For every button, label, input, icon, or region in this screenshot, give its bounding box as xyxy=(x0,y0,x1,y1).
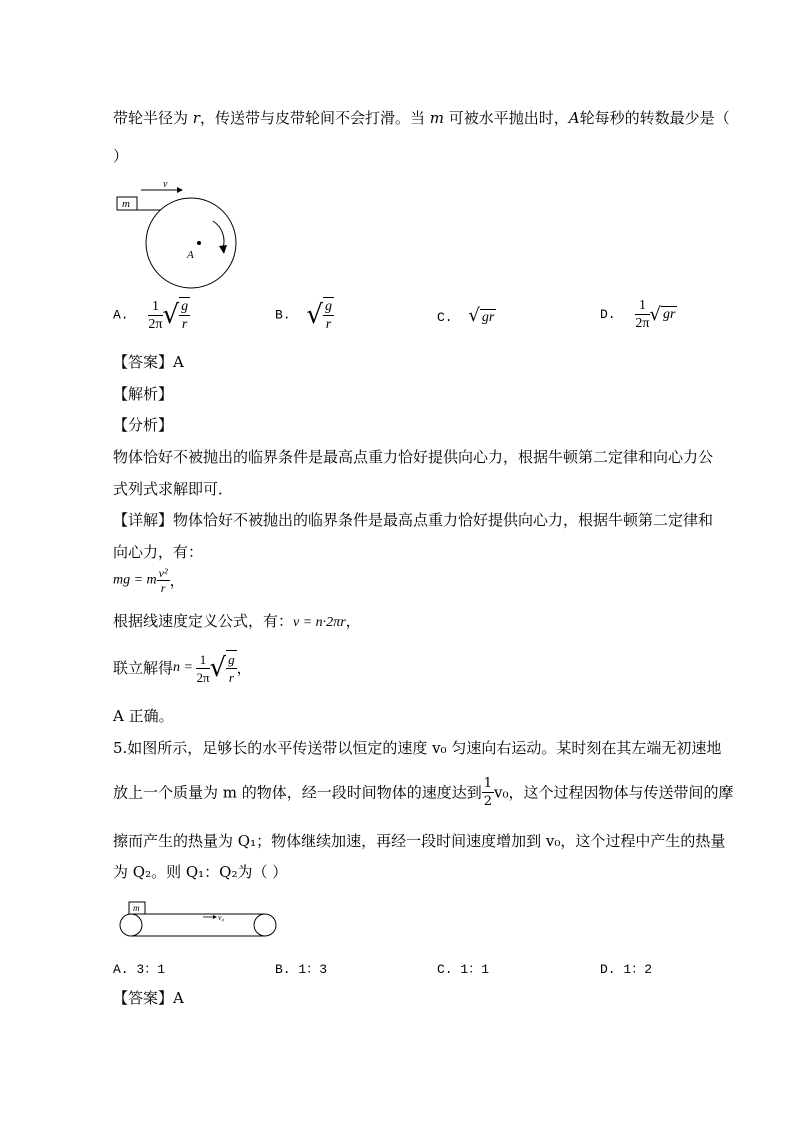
left-roller xyxy=(120,914,142,936)
eq2-text: 根据线速度定义公式，有： xyxy=(113,612,294,630)
text-seg: 可被水平抛出时， xyxy=(443,109,569,127)
option-letter: A. xyxy=(113,307,129,323)
rad-num: g xyxy=(325,299,332,314)
eq2-math: v = n·2πr xyxy=(293,615,346,630)
eq2-tail: ， xyxy=(345,612,361,630)
q5-stem-line1: 5.如图所示，足够长的水平传送带以恒定的速度 v₀ 匀速向右运动。某时刻在其左端无初速地 xyxy=(113,739,722,757)
eq1-lhs: mg = m xyxy=(113,572,157,588)
right-roller xyxy=(254,914,276,936)
q4-jiexi-heading: 【解析】 xyxy=(113,385,174,403)
q4-option-a[interactable] xyxy=(113,297,190,333)
detail-text: 物体恰好不被抛出的临界条件是最高点重力恰好提供向心力，根据牛顿第二定律和 xyxy=(173,511,714,529)
eq1-num: v² xyxy=(158,566,168,580)
sqrt-sign: √ xyxy=(468,305,480,326)
rad-expr: gr xyxy=(481,310,495,325)
coef-frac xyxy=(635,297,649,332)
q5-figure xyxy=(113,898,283,940)
sqrt-sign: √ xyxy=(209,653,227,683)
eq3-rad-frac xyxy=(226,650,237,686)
q5-option-a[interactable]: A. 3：1 xyxy=(113,962,166,977)
q4-figure xyxy=(113,176,248,271)
q4-analysis-line1: 物体恰好不被抛出的临界条件是最高点重力恰好提供向心力，根据牛顿第二定律和向心力公 xyxy=(113,448,714,466)
eq3-tail: ， xyxy=(236,659,252,677)
q5-option-d[interactable]: D. 1：2 xyxy=(600,962,653,977)
eq3-text: 联立解得 xyxy=(113,659,174,677)
q5-option-c[interactable]: C. 1：1 xyxy=(437,962,490,977)
pulley-label: A xyxy=(187,249,194,261)
block-m-label: m xyxy=(122,198,130,210)
text-seg: 轮每秒的转数最少是（ xyxy=(579,109,730,127)
q5-stem-line2 xyxy=(113,775,734,810)
option-letter: B. xyxy=(275,307,291,323)
q4-detail-line2: 向心力，有： xyxy=(113,543,204,561)
q5-stem-line4: 为 Q₂。则 Q₁：Q₂为（ ） xyxy=(113,863,288,881)
rad-den: r xyxy=(325,317,332,332)
text-seg: v₀，这个过程因物体与传送带间的摩 xyxy=(494,783,734,802)
sqrt-sign: √ xyxy=(162,300,180,330)
velocity-label: v xyxy=(163,179,168,190)
coef-num: 1 xyxy=(148,298,162,316)
eq3-coef-frac xyxy=(196,651,209,686)
coef-num: 1 xyxy=(635,297,649,315)
q4-fenxi-heading: 【分析】 xyxy=(113,416,174,434)
q5-answer: 【答案】A xyxy=(113,989,184,1007)
q4-stem-line1 xyxy=(113,108,730,128)
text-seg: 带轮半径为 xyxy=(113,109,193,127)
q4-eq2-line xyxy=(113,611,361,633)
q4-option-c[interactable] xyxy=(437,305,496,326)
eq3-den: 2π xyxy=(196,669,210,685)
half-frac xyxy=(482,775,494,810)
rad-frac xyxy=(323,297,334,333)
q4-answer: 【答案】A xyxy=(113,353,184,371)
coef-den: 2π xyxy=(148,316,163,332)
q4-eq1 xyxy=(113,566,185,595)
velocity-arrowhead xyxy=(177,187,183,193)
velocity-label: v₀ xyxy=(218,913,225,922)
rad-num: g xyxy=(181,299,189,314)
q4-detail-line1 xyxy=(113,510,713,530)
eq3-n: n = xyxy=(173,660,197,675)
eq1-den: r xyxy=(160,581,166,595)
eq3-rad-num: g xyxy=(228,652,235,667)
pulley-A xyxy=(146,198,236,288)
coef-den: 2π xyxy=(635,316,650,331)
q5-option-b[interactable]: B. 1：3 xyxy=(275,962,328,977)
eq1-tail: ， xyxy=(169,571,185,590)
var-m: m xyxy=(429,109,444,127)
q4-eq3-line xyxy=(113,650,252,686)
detail-tag: 【详解】 xyxy=(113,511,174,529)
q4-option-b[interactable] xyxy=(275,297,334,333)
velocity-arrowhead xyxy=(213,915,217,919)
q5-stem-line3: 擦而产生的热量为 Q₁；物体继续加速，再经一段时间速度增加到 v₀，这个过程中产生的热量 xyxy=(113,832,726,850)
eq1-frac xyxy=(157,566,170,595)
half-den: 2 xyxy=(483,794,493,809)
var-r: r xyxy=(192,109,200,127)
sqrt-sign: √ xyxy=(306,300,323,330)
q4-conclusion: A 正确。 xyxy=(113,707,174,725)
eq3-num: 1 xyxy=(196,651,209,669)
coef-frac xyxy=(148,298,162,333)
rad-den: r xyxy=(181,317,188,332)
var-A: A xyxy=(568,109,580,127)
eq3-rad-den: r xyxy=(228,670,234,685)
q4-analysis-line2: 式列式求解即可． xyxy=(113,480,234,498)
rad-frac xyxy=(179,297,190,333)
sqrt-sign: √ xyxy=(649,304,661,325)
pulley-center xyxy=(197,241,201,245)
option-letter: C. xyxy=(437,310,453,325)
block-m-label: m xyxy=(133,903,140,913)
q4-option-d[interactable] xyxy=(600,297,677,332)
q4-stem-line2: ） xyxy=(113,147,129,165)
option-letter: D. xyxy=(600,307,616,322)
half-num: 1 xyxy=(483,776,493,791)
text-seg: 放上一个质量为 m 的物体，经一段时间物体的速度达到 xyxy=(113,783,482,802)
rad-expr: gr xyxy=(662,306,676,322)
text-seg: ，传送带与皮带轮间不会打滑。当 xyxy=(199,109,430,127)
